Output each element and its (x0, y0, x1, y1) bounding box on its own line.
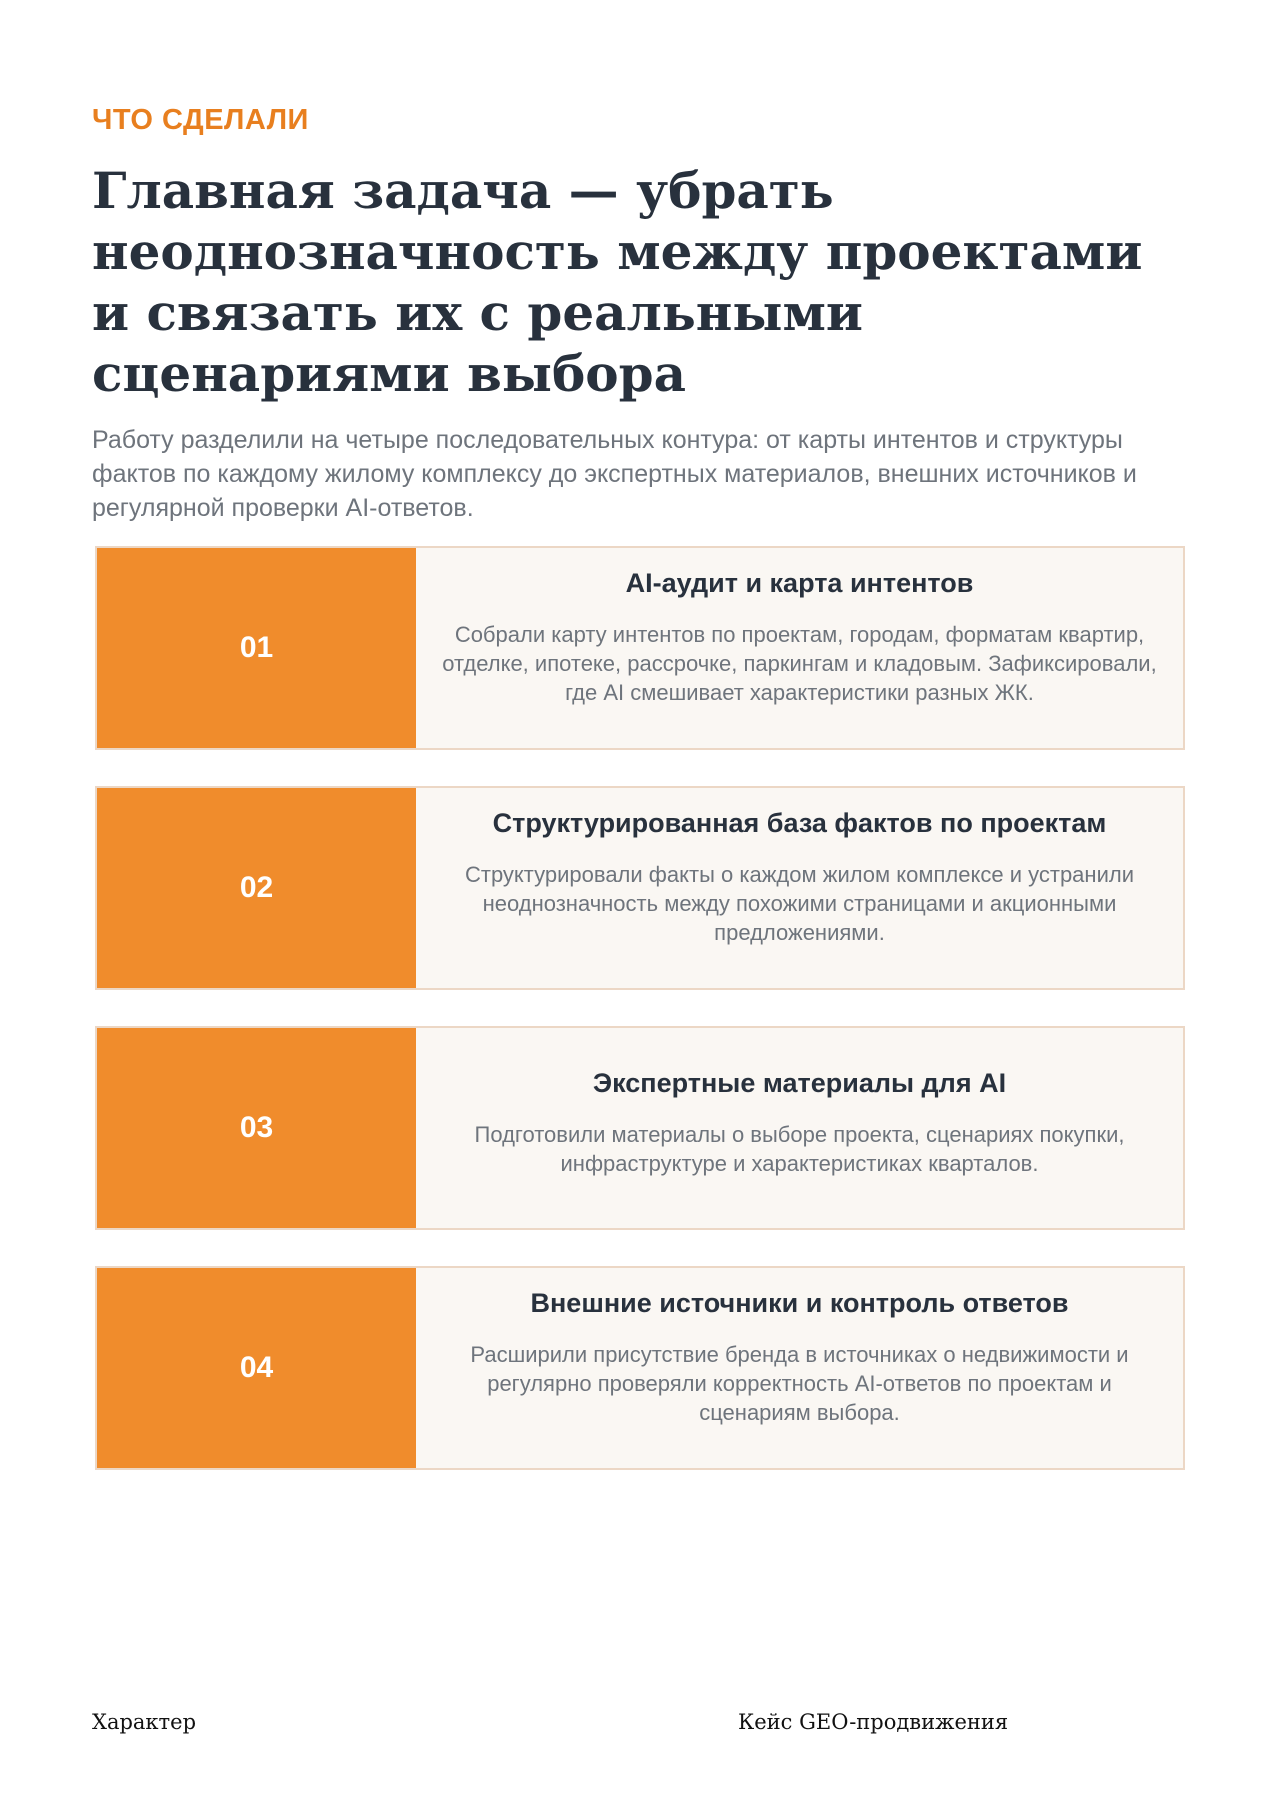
step-text-2: Структурировали факты о каждом жилом комплексе и устранили неоднозначность между похожими страницами и акционными предложениями. (464, 862, 1134, 945)
step-title-2: Структурированная база фактов по проектам (492, 808, 1107, 838)
section-eyebrow: ЧТО СДЕЛАЛИ (92, 104, 309, 136)
footer-brand: Характер (92, 1710, 197, 1734)
footer-doc-title: Кейс GEO-продвижения (738, 1710, 1009, 1734)
step-text-1: Собрали карту интентов по проектам, городам, форматам квартир, отделке, ипотеке, рассрочке, паркингам и кладовым. Зафиксировали, где AI смешивает характеристики разных ЖК. (442, 622, 1157, 705)
lead-paragraph: Работу разделили на четыре последовательных контура: от карты интентов и структуры фактов по каждому жилому комплексу до экспертных материалов, внешних источников и регулярной проверки AI-ответов. (92, 426, 1137, 522)
page-title: Главная задача — убрать неоднозначность между проектами и связать их с реальными сценариями выбора (92, 161, 1143, 403)
step-title-3: Экспертные материалы для AI (592, 1068, 1007, 1098)
step-card-4 (95, 1266, 1185, 1470)
step-number-1: 01 (97, 548, 416, 748)
step-card-1 (95, 546, 1185, 750)
step-card-3 (95, 1026, 1185, 1230)
step-title-4: Внешние источники и контроль ответов (530, 1288, 1069, 1318)
step-number-2: 02 (97, 788, 416, 988)
step-number-3: 03 (97, 1028, 416, 1228)
step-body-1 (416, 548, 1183, 748)
steps-list (95, 546, 1185, 1506)
step-text-4: Расширили присутствие бренда в источниках о недвижимости и регулярно проверяли корректность AI-ответов по проектам и сценариям выбора. (470, 1342, 1129, 1425)
step-body-3 (416, 1028, 1183, 1228)
step-number-4: 04 (97, 1268, 416, 1468)
step-card-2 (95, 786, 1185, 990)
step-body-2 (416, 788, 1183, 988)
step-body-4 (416, 1268, 1183, 1468)
step-title-1: AI-аудит и карта интентов (625, 568, 974, 598)
step-text-3: Подготовили материалы о выборе проекта, сценариях покупки, инфраструктуре и характеристиках кварталов. (474, 1122, 1125, 1176)
